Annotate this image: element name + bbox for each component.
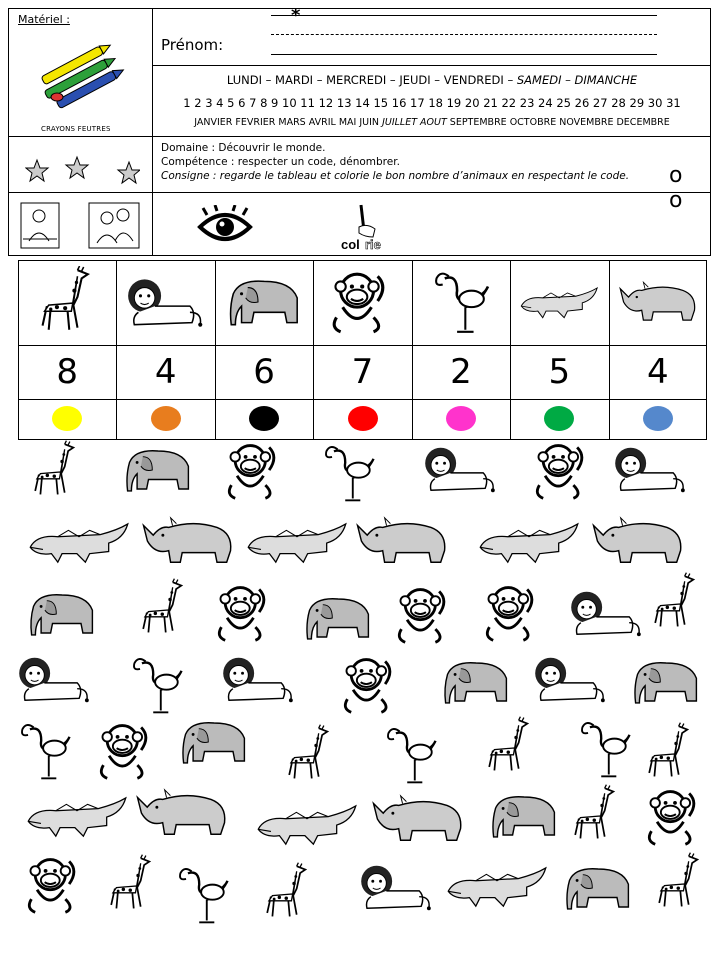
color-dot-elephant — [249, 406, 279, 431]
monkey-icon[interactable] — [22, 852, 88, 918]
monkey-icon[interactable] — [321, 266, 403, 338]
crocodile-icon[interactable] — [244, 514, 350, 570]
monkey-icon[interactable] — [338, 652, 404, 718]
monkey-icon[interactable] — [642, 784, 708, 850]
consigne-text: Consigne : regarde le tableau et colorie le bon nombre d’animaux en respectant le code. — [161, 170, 630, 182]
oo-mark: o o — [669, 163, 689, 213]
days-weekend: SAMEDI – DIMANCHE — [516, 73, 638, 87]
crayons-caption: CRAYONS FEUTRES — [41, 125, 111, 133]
elephant-icon[interactable] — [24, 584, 100, 644]
lion-icon[interactable] — [530, 650, 610, 708]
giraffe-icon[interactable] — [26, 266, 108, 338]
elephant-icon[interactable] — [223, 266, 305, 338]
writing-guideline — [271, 34, 657, 35]
header-rule — [9, 136, 710, 137]
color-dot-rhino — [643, 406, 673, 431]
giraffe-icon[interactable] — [644, 722, 696, 784]
months-part-1: JANVIER FEVRIER MARS AVRIL MAI JUIN — [194, 117, 380, 128]
elephant-icon[interactable] — [176, 712, 252, 772]
rhino-icon[interactable] — [136, 512, 240, 570]
giraffe-icon[interactable] — [484, 716, 536, 778]
count-lion: 4 — [154, 352, 177, 392]
crayons-icon — [39, 43, 129, 115]
dates-row: 1 2 3 4 5 6 7 8 9 10 11 12 13 14 15 16 17 18 19 20 21 22 23 24 25 26 27 28 29 30 31 — [183, 96, 681, 110]
header-rule — [9, 192, 710, 193]
crocodile-icon[interactable] — [24, 788, 130, 844]
giraffe-icon[interactable] — [570, 784, 622, 846]
lion-icon[interactable] — [610, 440, 690, 498]
header-table — [8, 5, 711, 256]
domaine-text: Domaine : Découvrir le monde. — [161, 142, 326, 154]
giraffe-icon[interactable] — [650, 572, 702, 634]
giraffe-icon[interactable] — [654, 852, 706, 914]
rhino-icon[interactable] — [130, 784, 234, 842]
materiel-label: Matériel : — [18, 13, 70, 26]
rhino-icon[interactable] — [350, 512, 454, 570]
svg-text:col: col — [341, 237, 360, 252]
flamingo-icon[interactable] — [380, 722, 442, 788]
crocodile-icon[interactable] — [518, 266, 600, 338]
writing-line — [271, 54, 657, 55]
lion-icon[interactable] — [566, 584, 646, 642]
count-monkey: 7 — [351, 352, 374, 392]
crocodile-icon[interactable] — [444, 858, 550, 914]
elephant-icon[interactable] — [560, 858, 636, 918]
eye-icon — [197, 205, 253, 247]
elephant-icon[interactable] — [486, 786, 562, 846]
color-dot-lion — [151, 406, 181, 431]
giraffe-icon[interactable] — [106, 854, 158, 916]
children-working-icon — [19, 201, 149, 251]
lion-icon[interactable] — [356, 858, 436, 916]
writing-line — [271, 15, 657, 16]
crocodile-icon[interactable] — [26, 514, 132, 570]
monkey-icon[interactable] — [530, 438, 596, 504]
monkey-icon[interactable] — [480, 580, 546, 646]
rhino-icon[interactable] — [586, 512, 690, 570]
header-rule — [152, 65, 710, 66]
giraffe-icon[interactable] — [262, 862, 314, 924]
rhino-icon[interactable] — [366, 790, 470, 848]
elephant-icon[interactable] — [300, 588, 376, 648]
flamingo-icon[interactable] — [14, 718, 76, 784]
instructions-block — [161, 141, 629, 183]
star-mark-icon: * — [291, 5, 301, 26]
giraffe-icon[interactable] — [138, 578, 190, 640]
crocodile-icon[interactable] — [254, 796, 360, 852]
months-row — [152, 117, 712, 128]
lion-icon[interactable] — [124, 266, 206, 338]
lion-icon[interactable] — [14, 650, 94, 708]
color-dot-flamingo — [446, 406, 476, 431]
flamingo-icon[interactable] — [172, 862, 234, 928]
giraffe-icon[interactable] — [30, 440, 82, 502]
count-flamingo: 2 — [450, 352, 472, 392]
count-giraffe: 8 — [56, 352, 79, 392]
flamingo-icon[interactable] — [574, 716, 636, 782]
count-rhino: 4 — [646, 352, 669, 392]
days-weekdays: LUNDI – MARDI – MERCREDI – JEUDI – VENDREDI – — [226, 73, 514, 87]
rhino-icon[interactable] — [617, 266, 699, 338]
stars-icon — [25, 153, 140, 187]
crocodile-icon[interactable] — [476, 514, 582, 570]
flamingo-icon[interactable] — [126, 652, 188, 718]
color-dot-monkey — [348, 406, 378, 431]
monkey-icon[interactable] — [212, 580, 278, 646]
lion-icon[interactable] — [218, 650, 298, 708]
monkey-icon[interactable] — [94, 718, 160, 784]
elephant-icon[interactable] — [628, 652, 704, 712]
color-dot-giraffe — [52, 406, 82, 431]
elephant-icon[interactable] — [438, 652, 514, 712]
months-part-2: SEPTEMBRE OCTOBRE NOVEMBRE DECEMBRE — [449, 117, 670, 128]
monkey-icon[interactable] — [222, 438, 288, 504]
flamingo-icon[interactable] — [318, 440, 380, 506]
header-divider — [152, 9, 153, 255]
days-row — [152, 73, 712, 87]
colorie-icon — [339, 203, 399, 253]
flamingo-icon[interactable] — [420, 266, 502, 338]
count-crocodile: 5 — [548, 352, 571, 392]
monkey-icon[interactable] — [392, 582, 458, 648]
elephant-icon[interactable] — [120, 440, 196, 500]
months-summer: JUILLET AOUT — [382, 117, 447, 128]
giraffe-icon[interactable] — [284, 724, 336, 786]
competence-text: Compétence : respecter un code, dénombrer. — [161, 156, 400, 168]
prenom-label: Prénom: — [161, 36, 224, 54]
count-elephant: 6 — [253, 352, 275, 392]
lion-icon[interactable] — [420, 440, 500, 498]
svg-text:rie: rie — [365, 237, 381, 252]
